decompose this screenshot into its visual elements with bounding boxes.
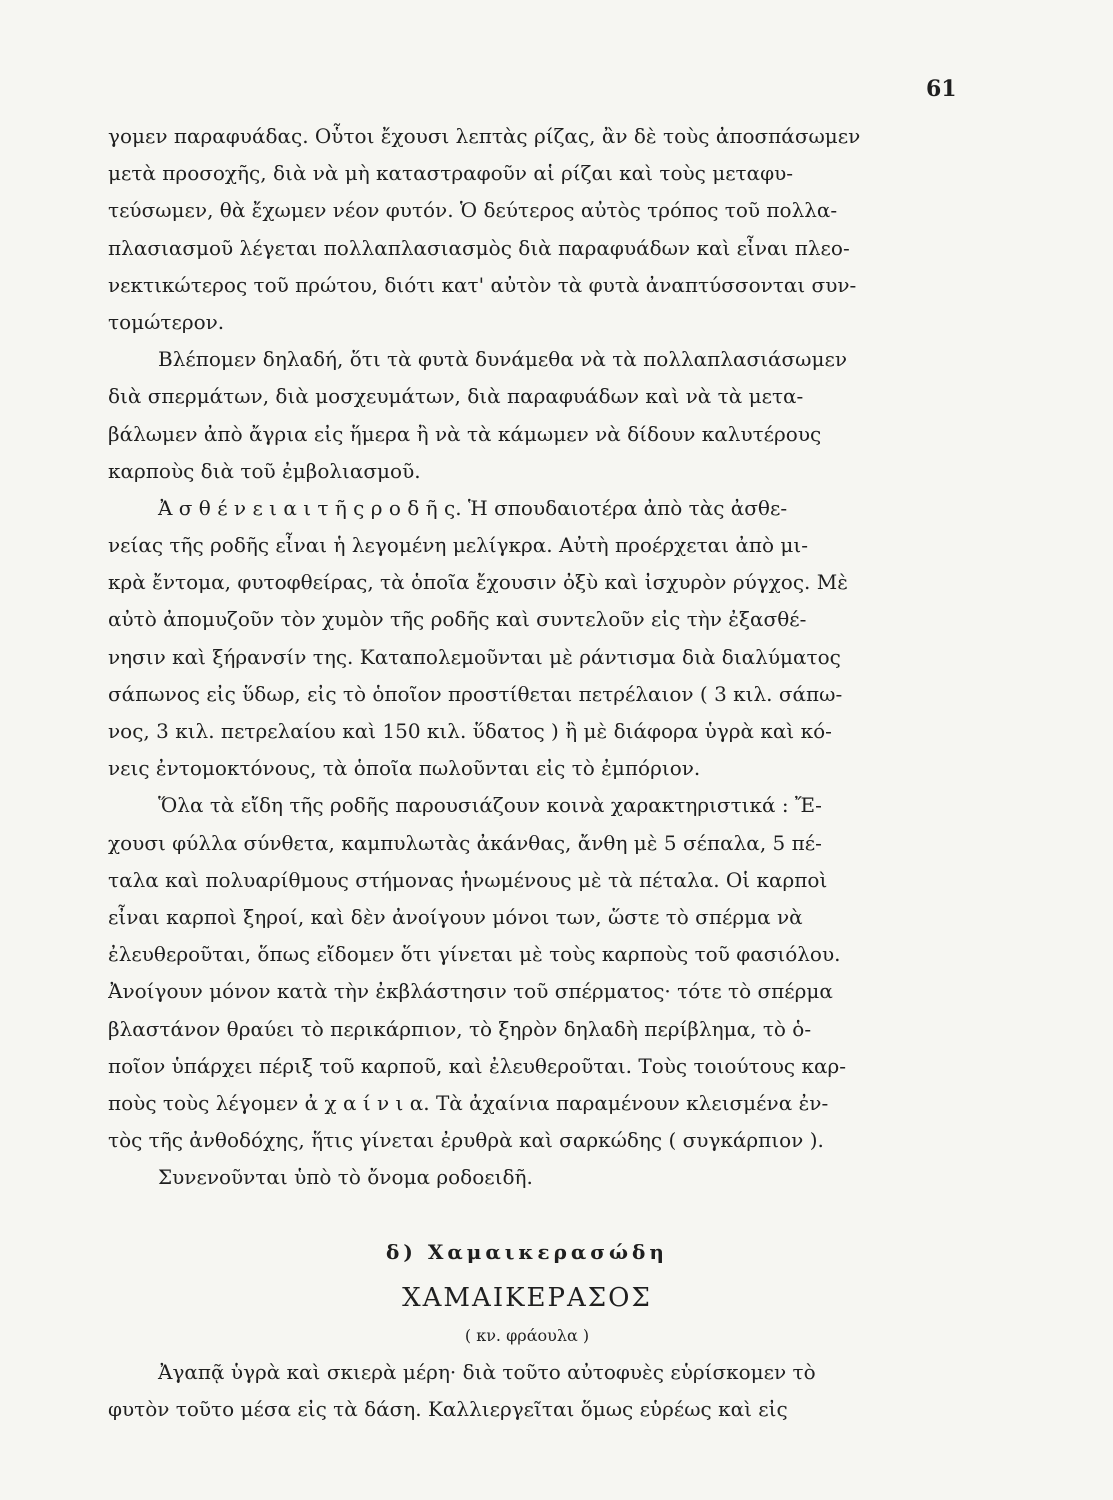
text-line: νεκτικώτερος τοῦ πρώτου, διότι κατ' αὐτὸν τὰ φυτὰ ἀναπτύσσονται συν- (108, 272, 857, 297)
paragraph-2 (108, 341, 946, 490)
text-line: τεύσωμεν, θὰ ἔχωμεν νέον φυτόν. Ὁ δεύτερος αὐτὸς τρόπος τοῦ πολλα- (108, 198, 838, 223)
text-line: νος, 3 κιλ. πετρελαίου καὶ 150 κιλ. ὕδατος ) ἢ μὲ διάφορα ὑγρὰ καὶ κό- (108, 719, 832, 743)
text-line: βλαστάνον θραύει τὸ περικάρπιον, τὸ ξηρὸν δηλαδὴ περίβλημα, τὸ ὁ- (108, 1016, 812, 1041)
section-heading: δ) Χαμαικερασώδη (386, 1240, 668, 1265)
plant-title: ΧΑΜΑΙΚΕΡΑΣΟΣ (402, 1282, 652, 1313)
text-line: νεις ἐντομοκτόνους, τὰ ὁποῖα πωλοῦνται εἰς τὸ ἐμπόριον. (108, 756, 701, 781)
text-line: Ἀ σ θ έ ν ε ι α ι τ ῆ ς ρ ο δ ῆ ς. Ἡ σπουδαιοτέρα ἀπὸ τὰς ἀσθε- (158, 495, 788, 520)
text-line: σάπωνος εἰς ὕδωρ, εἰς τὸ ὁποῖον προστίθεται πετρέλαιον ( 3 κιλ. σάπω- (108, 681, 843, 706)
text-line: Ὅλα τὰ εἴδη τῆς ροδῆς παρουσιάζουν κοινὰ χαρακτηριστικά : Ἔ- (158, 793, 822, 818)
page-number: 61 (926, 76, 957, 102)
text-line: κρὰ ἔντομα, φυτοφθείρας, τὰ ὁποῖα ἔχουσιν ὀξὺ καὶ ἰσχυρὸν ρύγχος. Μὲ (108, 570, 848, 595)
text-line: ἐλευθεροῦται, ὅπως εἴδομεν ὅτι γίνεται μὲ τοὺς καρποὺς τοῦ φασιόλου. (108, 942, 841, 967)
paragraph-5 (108, 1354, 946, 1428)
text-line: αὐτὸ ἀπομυζοῦν τὸν χυμὸν τῆς ροδῆς καὶ συντελοῦν εἰς τὴν ἐξασθέ- (108, 607, 807, 632)
text-line: χουσι φύλλα σύνθετα, καμπυλωτὰς ἀκάνθας, ἄνθη μὲ 5 σέπαλα, 5 πέ- (108, 830, 822, 855)
text-line: διὰ σπερμάτων, διὰ μοσχευμάτων, διὰ παραφυάδων καὶ νὰ τὰ μετα- (108, 384, 804, 409)
text-line: γομεν παραφυάδας. Οὗτοι ἔχουσι λεπτὰς ρίζας, ἂν δὲ τοὺς ἀποσπάσωμεν (108, 124, 861, 148)
text-line: βάλωμεν ἀπὸ ἄγρια εἰς ἥμερα ἢ νὰ τὰ κάμωμεν νὰ δίδουν καλυτέρους (108, 421, 822, 446)
text-line: καρποὺς διὰ τοῦ ἐμβολιασμοῦ. (108, 458, 421, 483)
paragraph-1 (108, 118, 946, 341)
text-line: νείας τῆς ροδῆς εἶναι ἡ λεγομένη μελίγκρα. Αὐτὴ προέρχεται ἀπὸ μι- (108, 533, 808, 558)
text-line: πλασιασμοῦ λέγεται πολλαπλασιασμὸς διὰ παραφυάδων καὶ εἶναι πλεο- (108, 235, 850, 260)
text-block (108, 118, 946, 1428)
text-line: τομώτερον. (108, 309, 225, 334)
text-line: Συνενοῦνται ὑπὸ τὸ ὄνομα ροδοειδῆ. (158, 1165, 533, 1190)
text-line: εἶναι καρποὶ ξηροί, καὶ δὲν ἀνοίγουν μόνοι των, ὥστε τὸ σπέρμα νὰ (108, 904, 803, 929)
text-line: Ἀνοίγουν μόνον κατὰ τὴν ἐκβλάστησιν τοῦ σπέρματος· τότε τὸ σπέρμα (108, 979, 833, 1004)
text-line: Ἀγαπᾷ ὑγρὰ καὶ σκιερὰ μέρη· διὰ τοῦτο αὐτοφυὲς εὑρίσκομεν τὸ (158, 1360, 816, 1384)
text-line: τὸς τῆς ἀνθοδόχης, ἥτις γίνεται ἐρυθρὰ καὶ σαρκώδης ( συγκάρπιον ). (108, 1128, 824, 1153)
text-line: μετὰ προσοχῆς, διὰ νὰ μὴ καταστραφοῦν αἱ ρίζαι καὶ τοὺς μεταφυ- (108, 161, 794, 186)
text-line: ποῖον ὑπάρχει πέριξ τοῦ καρποῦ, καὶ ἐλευθεροῦται. Τοὺς τοιούτους καρ- (108, 1053, 846, 1078)
text-line: ταλα καὶ πολυαρίθμους στήμονας ἡνωμένους μὲ τὰ πέταλα. Οἱ καρποὶ (108, 867, 828, 892)
text-line: φυτὸν τοῦτο μέσα εἰς τὰ δάση. Καλλιεργεῖται ὅμως εὑρέως καὶ εἰς (108, 1397, 788, 1422)
text-line: ποὺς τοὺς λέγομεν ἀ χ α ί ν ι α. Τὰ ἀχαίνια παραμένουν κλεισμένα ἐν- (108, 1090, 829, 1115)
paragraph-3 (108, 490, 946, 788)
paragraph-4 (108, 787, 946, 1196)
text-line: Βλέπομεν δηλαδή, ὅτι τὰ φυτὰ δυνάμεθα νὰ τὰ πολλαπλασιάσωμεν (158, 347, 847, 372)
text-line: νησιν καὶ ξήρανσίν της. Καταπολεμοῦνται μὲ ράντισμα διὰ διαλύματος (108, 644, 841, 669)
plant-common-name: ( κν. φράουλα ) (464, 1325, 590, 1345)
